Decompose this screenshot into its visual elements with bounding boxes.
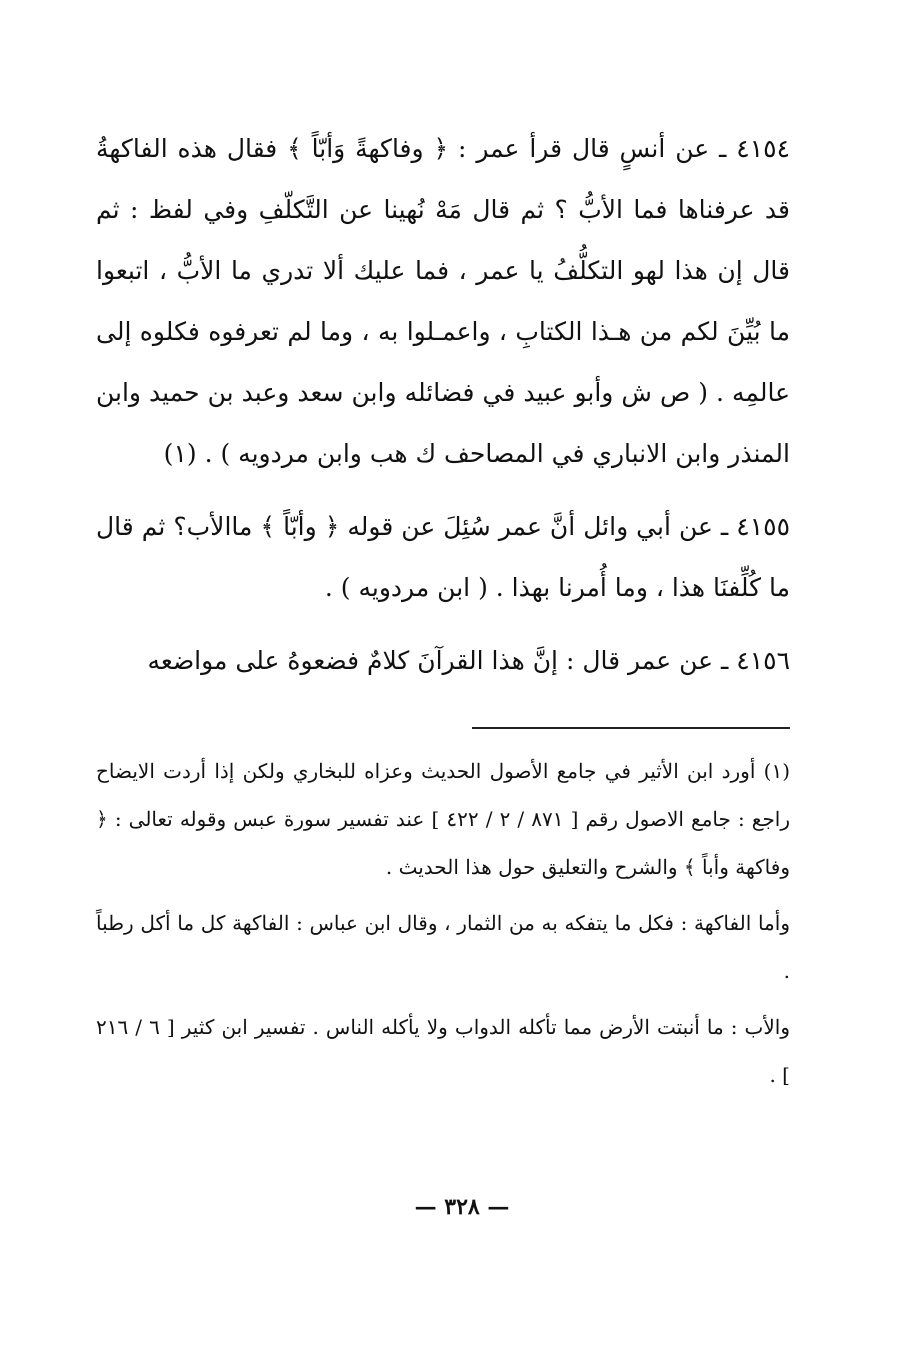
hadith-4154: ٤١٥٤ ـ عن أنسٍ قال قرأ عمر : ﴿ وفاكهةً وَأبّاً ﴾ فقال هذه الفاكهةُ قد عرفناها فما الأبُّ ؟ ثم قال مَهْ نُهينا عن التَّكلّفِ وفي لفظ : ثم قال إن هذا لهو التكلُّفُ يا عمر ، فما عليك ألا تدري ما الأبُّ ، اتبعوا ما بُيِّنَ لكم من هـذا الكتابِ ، واعمـلوا به ، وما لم تعرفوه فكلوه إلى عالمِه . ( ص ش وأبو عبيد في فضائله وابن سعد وعبد بن حميد وابن المنذر وابن الانباري في المصاحف ك هب وابن مردويه ) . (١) (96, 134, 790, 468)
footnotes (96, 747, 790, 1099)
hadith-4155: ٤١٥٥ ـ عن أبي وائل أنَّ عمر سُئِلَ عن قوله ﴿ وأبّاً ﴾ ماالأب؟ ثم قال ما كُلِّفنَا هذا ، وما أُمرنا بهذا . ( ابن مردويه ) . (96, 512, 790, 602)
page-number: — ٣٢٨ — (414, 1194, 510, 1220)
hadith-4156: ٤١٥٦ ـ عن عمر قال : إنَّ هذا القرآنَ كلامٌ فضعوهُ على مواضعه (147, 646, 790, 675)
footnote-divider (472, 727, 790, 729)
main-text (96, 118, 790, 691)
footnote-fakiha: وأما الفاكهة : فكل ما يتفكه به من الثمار ، وقال ابن عباس : الفاكهة كل ما أكل رطباً . (96, 911, 790, 983)
footnote-divider-wrap (96, 703, 790, 747)
page-body (96, 118, 790, 1107)
footnote-1: (١) أورد ابن الأثير في جامع الأصول الحديث وعزاه للبخاري ولكن إذا أردت الايضاح راجع : جامع الاصول رقم [ ٨٧١ / ٢ / ٤٢٢ ] عند تفسير سورة عبس وقوله تعالى : ﴿ وفاكهة وأباً ﴾ والشرح والتعليق حول هذا الحديث . (96, 759, 791, 879)
footnote-abb: والأب : ما أنبتت الأرض مما تأكله الدواب ولا يأكله الناس . تفسير ابن كثير [ ٦ / ٢١٦ ] . (96, 1015, 790, 1087)
